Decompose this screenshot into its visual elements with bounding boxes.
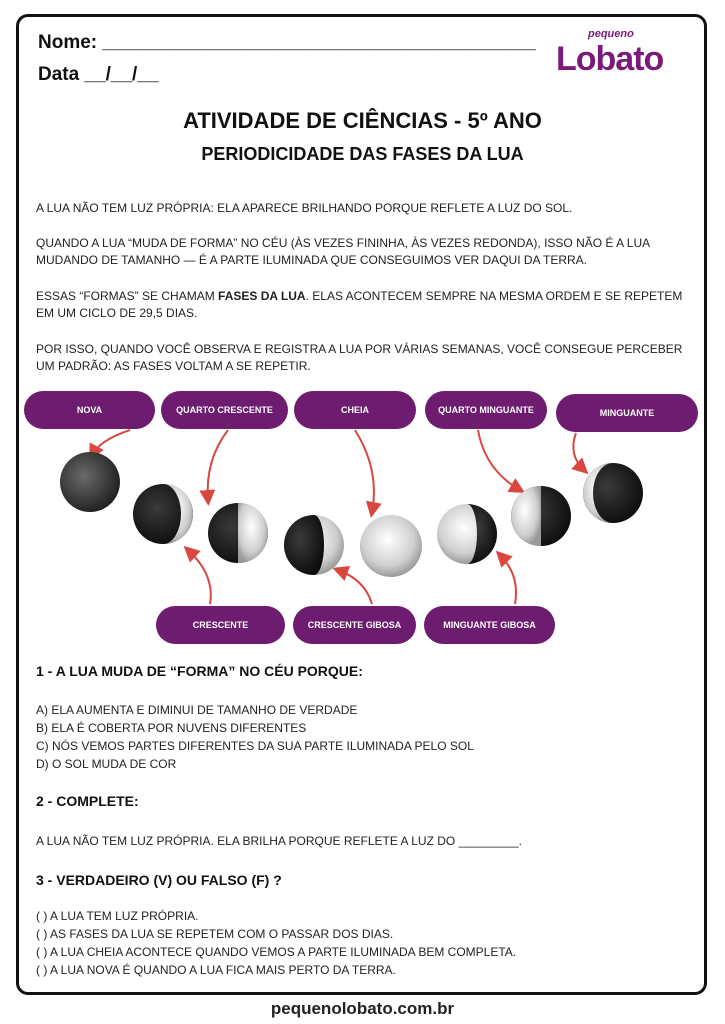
moon-quarto-crescente — [208, 503, 268, 563]
question-1-option-c: C) NÓS VEMOS PARTES DIFERENTES DA SUA PARTE ILUMINADA PELO SOL — [36, 739, 474, 753]
date-field-label: Data __/__/__ — [38, 64, 159, 85]
arrow-minguante — [573, 433, 584, 470]
question-1-option-d: D) O SOL MUDA DE COR — [36, 757, 177, 771]
logo-small-text: pequeno — [588, 28, 634, 40]
question-3-statement-1: ( ) A LUA TEM LUZ PRÓPRIA. — [36, 909, 199, 923]
footer-url[interactable]: pequenolobato.com.br — [270, 999, 455, 1018]
page-subtitle: PERIODICIDADE DAS FASES DA LUA — [201, 144, 524, 164]
question-1-title: 1 - A LUA MUDA DE “FORMA” NO CÉU PORQUE: — [36, 663, 363, 679]
paragraph-3-before: ESSAS “FORMAS” SE CHAMAM — [36, 289, 219, 303]
paragraph-4a: POR ISSO, QUANDO VOCÊ OBSERVA E REGISTRA A LUA POR VÁRIAS SEMANAS, VOCÊ CONSEGUE PERCEBER — [36, 342, 683, 356]
paragraph-4b: UM PADRÃO: AS FASES VOLTAM A SE REPETIR. — [36, 359, 311, 373]
phase-label-quarto-crescente: QUARTO CRESCENTE — [161, 391, 288, 429]
paragraph-3b: EM UM CICLO DE 29,5 DIAS. — [36, 306, 198, 320]
paragraph-1: A LUA NÃO TEM LUZ PRÓPRIA: ELA APARECE BRILHANDO PORQUE REFLETE A LUZ DO SOL. — [36, 201, 573, 215]
arrow-quarto-minguante — [478, 430, 520, 490]
page-title: ATIVIDADE DE CIÊNCIAS - 5º ANO — [183, 108, 542, 133]
arrow-crescente — [188, 550, 211, 604]
arrow-cheia — [355, 430, 374, 512]
question-3-statement-2: ( ) AS FASES DA LUA SE REPETEM COM O PASSAR DOS DIAS. — [36, 927, 394, 941]
paragraph-3-bold: FASES DA LUA — [218, 289, 306, 303]
moon-minguante — [583, 463, 643, 523]
phase-label-minguante-gibosa: MINGUANTE GIBOSA — [424, 606, 555, 644]
phase-label-minguante: MINGUANTE — [556, 394, 698, 432]
arrow-crescente-gibosa — [338, 570, 372, 604]
phase-label-crescente-gibosa: CRESCENTE GIBOSA — [293, 606, 416, 644]
moon-crescente-gibosa — [284, 515, 344, 575]
arrow-minguante-gibosa — [500, 555, 516, 604]
phase-label-cheia: CHEIA — [294, 391, 416, 429]
paragraph-3-after: . ELAS ACONTECEM SEMPRE NA MESMA ORDEM E SE REPETEM — [305, 289, 683, 303]
phase-label-nova: NOVA — [24, 391, 155, 429]
phase-label-crescente: CRESCENTE — [156, 606, 285, 644]
logo-big-text: Lobato — [556, 40, 664, 78]
moon-cheia — [360, 515, 422, 577]
phase-label-quarto-minguante: QUARTO MINGUANTE — [425, 391, 547, 429]
moon-nova — [60, 452, 120, 512]
question-1-option-b: B) ELA É COBERTA POR NUVENS DIFERENTES — [36, 721, 307, 735]
question-3-title: 3 - VERDADEIRO (V) OU FALSO (F) ? — [36, 872, 282, 888]
arrow-nova — [92, 430, 130, 455]
question-3-statement-3: ( ) A LUA CHEIA ACONTECE QUANDO VEMOS A PARTE ILUMINADA BEM COMPLETA. — [36, 945, 517, 959]
name-field-label: Nome: _________________________________________ — [38, 32, 536, 53]
question-2-text: A LUA NÃO TEM LUZ PRÓPRIA. ELA BRILHA PORQUE REFLETE A LUZ DO _________. — [36, 834, 522, 848]
arrow-quarto-crescente — [208, 430, 228, 500]
question-3-statement-4: ( ) A LUA NOVA É QUANDO A LUA FICA MAIS PERTO DA TERRA. — [36, 963, 396, 977]
moon-minguante-gibosa — [437, 504, 497, 564]
question-2-title: 2 - COMPLETE: — [36, 793, 139, 809]
question-1-option-a: A) ELA AUMENTA E DIMINUI DE TAMANHO DE VERDADE — [36, 703, 358, 717]
moon-crescente — [133, 484, 193, 544]
paragraph-2b: MUDANDO DE TAMANHO — É A PARTE ILUMINADA QUE CONSEGUIMOS VER DAQUI DA TERRA. — [36, 253, 587, 267]
moon-quarto-minguante — [511, 486, 571, 546]
paragraph-2a: QUANDO A LUA “MUDA DE FORMA” NO CÉU (ÀS VEZES FININHA, ÀS VEZES REDONDA), ISSO NÃO É A LUA — [36, 236, 651, 250]
